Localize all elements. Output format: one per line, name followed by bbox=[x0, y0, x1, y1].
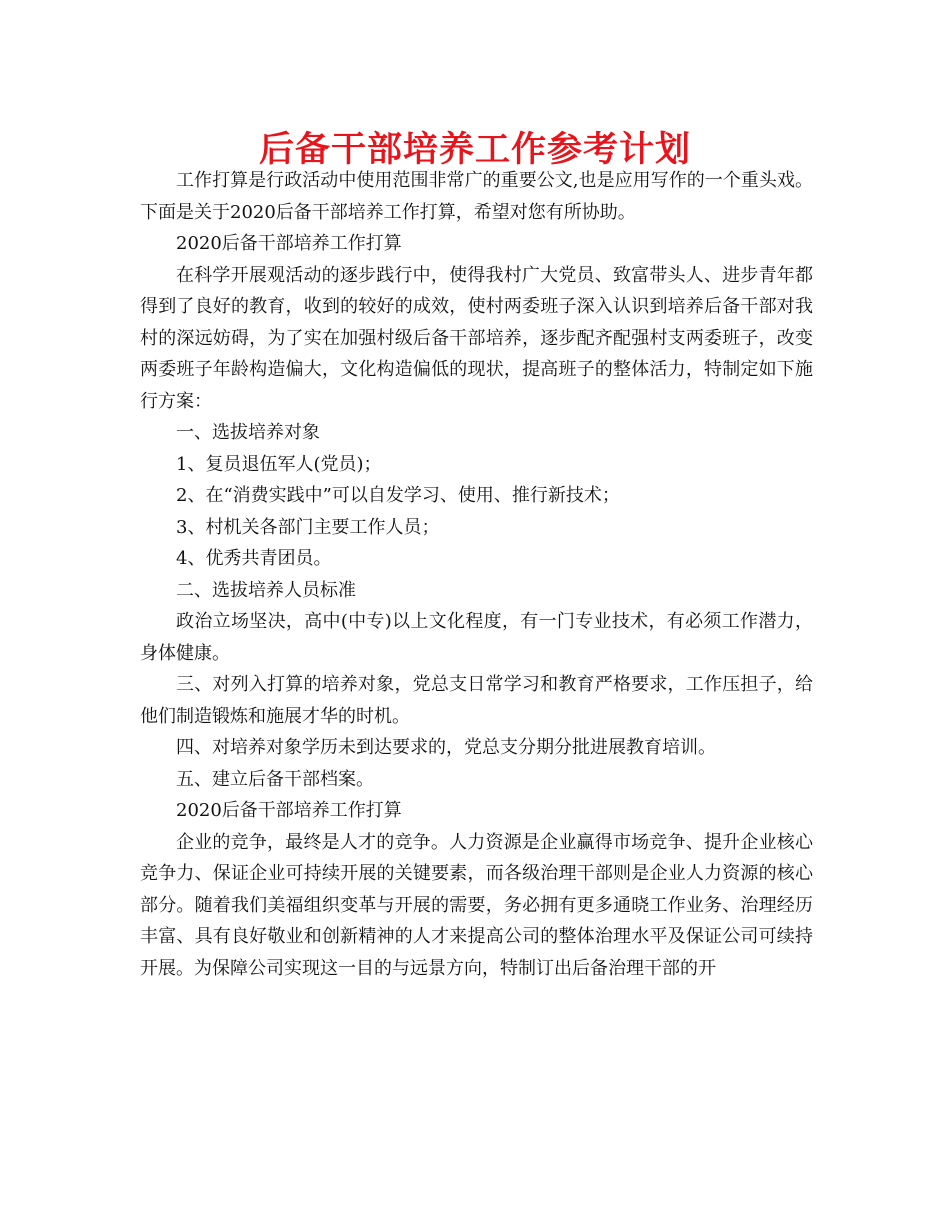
document-title: 后备干部培养工作参考计划 bbox=[258, 130, 691, 170]
body-paragraph: 企业的竞争，最终是人才的竞争。人力资源是企业赢得市场竞争、提升企业核心竞争力、保证企业可持续开展的关键要素，而各级治理干部则是企业人力资源的核心部分。随着我们美福组织变革与开展的需要，务必拥有更多通晓工作业务、治理经历丰富、具有良好敬业和创新精神的人才来提高公司的整体治理水平及保证公司可续持开展。为保障公司实现这一目的与远景方向，特制订出后备治理干部的开 bbox=[140, 831, 813, 979]
intro-paragraph: 工作打算是行政活动中使用范围非常广的重要公文,也是应用写作的一个重头戏。下面是关于2020后备干部培养工作打算，希望对您有所协助。 bbox=[140, 170, 813, 223]
list-item: 3、村机关各部门主要工作人员； bbox=[176, 516, 440, 538]
list-item: 2、在“消费实践中”可以自发学习、使用、推行新技术； bbox=[176, 485, 620, 506]
section-heading: 2020后备干部培养工作打算 bbox=[176, 800, 402, 821]
document-body bbox=[140, 165, 813, 984]
section-heading: 2020后备干部培养工作打算 bbox=[176, 233, 402, 254]
list-item: 1、复员退伍军人(党员)； bbox=[176, 453, 382, 475]
body-paragraph: 四、对培养对象学历未到达要求的，党总支分期分批进展教育培训。 bbox=[176, 737, 716, 758]
body-paragraph: 三、对列入打算的培养对象，党总支日常学习和教育严格要求，工作压担子，给他们制造锻炼和施展才华的时机。 bbox=[140, 674, 813, 727]
list-heading: 一、选拔培养对象 bbox=[176, 422, 320, 443]
list-heading: 二、选拔培养人员标准 bbox=[176, 579, 356, 601]
body-paragraph: 在科学开展观活动的逐步践行中，使得我村广大党员、致富带头人、进步青年都得到了良好的教育，收到的较好的成效，使村两委班子深入认识到培养后备干部对我村的深远妨碍，为了实在加强村级后备干部培养，逐步配齐配强村支两委班子，改变两委班子年龄构造偏大，文化构造偏低的现状，提高班子的整体活力，特制定如下施行方案： bbox=[140, 264, 813, 412]
list-item: 4、优秀共青团员。 bbox=[176, 548, 332, 569]
body-paragraph: 五、建立后备干部档案。 bbox=[176, 768, 374, 790]
body-paragraph: 政治立场坚决，高中(中专)以上文化程度，有一门专业技术，有必须工作潜力，身体健康。 bbox=[140, 611, 813, 664]
